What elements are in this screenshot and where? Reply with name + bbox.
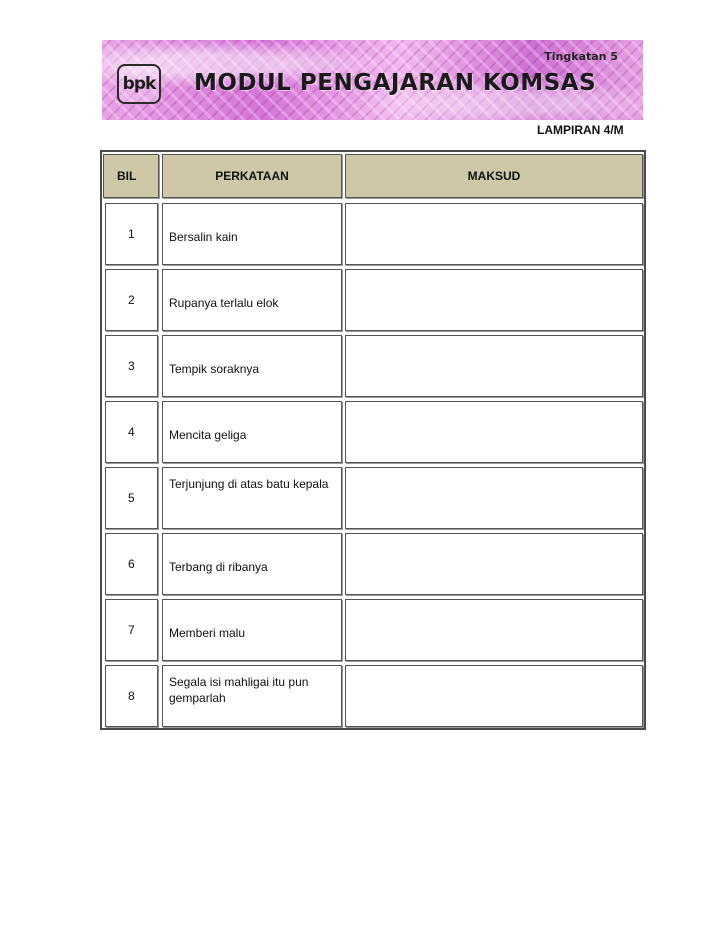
row-perkataan: Mencita geliga — [162, 401, 342, 463]
row-number: 8 — [105, 665, 158, 727]
row-perkataan: Terbang di ribanya — [162, 533, 342, 595]
row-maksud-field[interactable] — [345, 533, 643, 595]
row-number: 4 — [105, 401, 158, 463]
row-perkataan: Rupanya terlalu elok — [162, 269, 342, 331]
row-maksud-field[interactable] — [345, 269, 643, 331]
row-perkataan: Memberi malu — [162, 599, 342, 661]
bpk-logo: bpk — [117, 64, 161, 104]
header-bil: BIL — [103, 154, 159, 198]
row-number: 5 — [105, 467, 158, 529]
row-maksud-field[interactable] — [345, 203, 643, 265]
row-number: 3 — [105, 335, 158, 397]
header-banner — [102, 40, 643, 120]
row-maksud-field[interactable] — [345, 335, 643, 397]
row-number: 1 — [105, 203, 158, 265]
row-perkataan: Segala isi mahligai itu pun gemparlah — [162, 665, 342, 727]
row-number: 7 — [105, 599, 158, 661]
row-number: 6 — [105, 533, 158, 595]
level-label: Tingkatan 5 — [544, 50, 618, 63]
appendix-label: LAMPIRAN 4/M — [537, 123, 624, 137]
row-perkataan: Tempik soraknya — [162, 335, 342, 397]
header-maksud: MAKSUD — [345, 154, 643, 198]
row-maksud-field[interactable] — [345, 665, 643, 727]
row-maksud-field[interactable] — [345, 401, 643, 463]
row-perkataan: Bersalin kain — [162, 203, 342, 265]
row-perkataan: Terjunjung di atas batu kepala — [162, 467, 342, 529]
row-maksud-field[interactable] — [345, 467, 643, 529]
header-perkataan: PERKATAAN — [162, 154, 342, 198]
module-title: MODUL PENGAJARAN KOMSAS — [194, 70, 597, 96]
row-maksud-field[interactable] — [345, 599, 643, 661]
vocabulary-table — [100, 150, 646, 730]
row-number: 2 — [105, 269, 158, 331]
